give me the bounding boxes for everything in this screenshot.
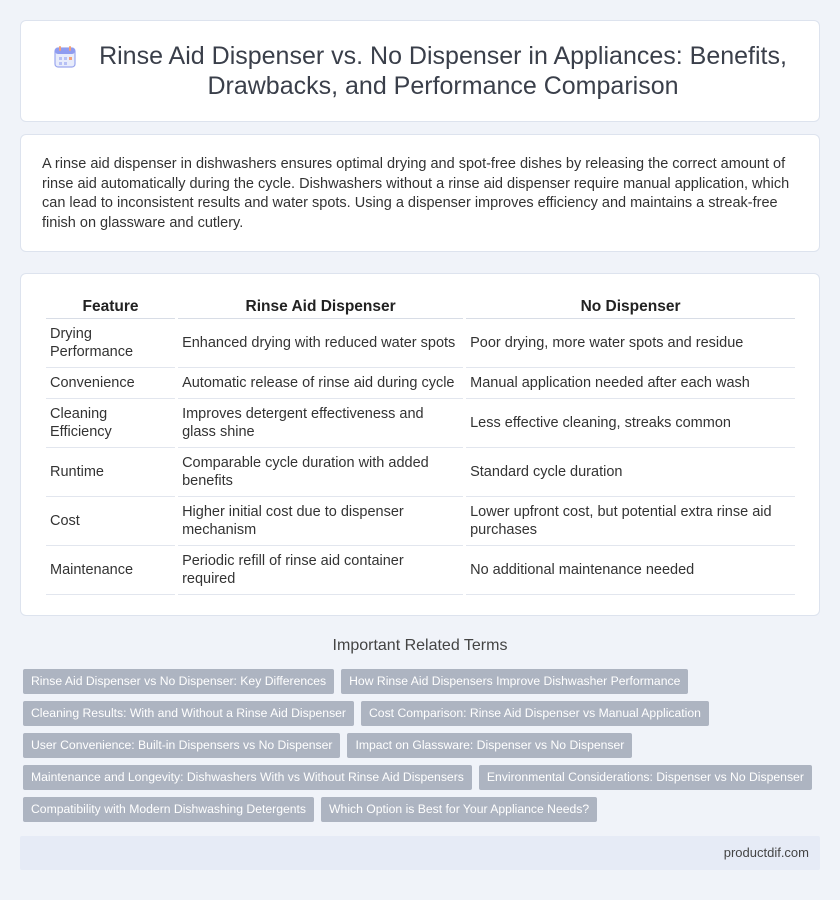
tag-row bbox=[23, 797, 823, 822]
tag-row bbox=[23, 669, 823, 694]
related-terms-list bbox=[23, 669, 823, 829]
related-terms-title: Important Related Terms bbox=[332, 637, 508, 654]
tag-row bbox=[23, 701, 823, 726]
table-row bbox=[46, 546, 795, 595]
related-term-link[interactable]: User Convenience: Built-in Dispensers vs No Dispenser bbox=[23, 733, 340, 758]
comparison-card bbox=[20, 273, 820, 616]
cell-dispenser: Improves detergent effectiveness and glass shine bbox=[178, 399, 463, 448]
site-name[interactable]: productdif.com bbox=[723, 845, 809, 860]
cell-feature: Convenience bbox=[46, 368, 175, 399]
tag-row bbox=[23, 765, 823, 790]
cell-dispenser: Comparable cycle duration with added benefits bbox=[178, 448, 463, 497]
related-term-link[interactable]: Impact on Glassware: Dispenser vs No Dispenser bbox=[347, 733, 632, 758]
cell-dispenser: Periodic refill of rinse aid container required bbox=[178, 546, 463, 595]
related-term-link[interactable]: Cost Comparison: Rinse Aid Dispenser vs Manual Application bbox=[361, 701, 709, 726]
cell-no-dispenser: Poor drying, more water spots and residue bbox=[466, 319, 795, 368]
cell-feature: Maintenance bbox=[46, 546, 175, 595]
related-term-link[interactable]: Rinse Aid Dispenser vs No Dispenser: Key Differences bbox=[23, 669, 334, 694]
calendar-icon bbox=[52, 44, 78, 70]
cell-no-dispenser: Standard cycle duration bbox=[466, 448, 795, 497]
table-row bbox=[46, 319, 795, 368]
related-term-link[interactable]: Which Option is Best for Your Appliance Needs? bbox=[321, 797, 597, 822]
cell-dispenser: Automatic release of rinse aid during cycle bbox=[178, 368, 463, 399]
page-title: Rinse Aid Dispenser vs. No Dispenser in Appliances: Benefits, Drawbacks, and Performance Comparison bbox=[99, 42, 787, 100]
tag-row bbox=[23, 733, 823, 758]
header-card bbox=[20, 20, 820, 122]
table-header-row bbox=[46, 296, 795, 319]
intro-paragraph: A rinse aid dispenser in dishwashers ensures optimal drying and spot-free dishes by releasing the correct amount of rinse aid automatically during the cycle. Dishwashers without a rinse aid dispenser require manual application, which can lead to inconsistent results and water spots. Using a dispenser improves efficiency and maintains a streak-free finish on glassware and cutlery. bbox=[42, 156, 790, 231]
cell-dispenser: Enhanced drying with reduced water spots bbox=[178, 319, 463, 368]
related-term-link[interactable]: Maintenance and Longevity: Dishwashers With vs Without Rinse Aid Dispensers bbox=[23, 765, 472, 790]
related-term-link[interactable]: Compatibility with Modern Dishwashing Detergents bbox=[23, 797, 314, 822]
footer bbox=[20, 836, 820, 870]
comparison-table bbox=[43, 296, 798, 595]
table-row bbox=[46, 497, 795, 546]
table-row bbox=[46, 448, 795, 497]
related-term-link[interactable]: Cleaning Results: With and Without a Rinse Aid Dispenser bbox=[23, 701, 354, 726]
header-no-dispenser: No Dispenser bbox=[466, 296, 795, 319]
cell-feature: Drying Performance bbox=[46, 319, 175, 368]
header-feature: Feature bbox=[46, 296, 175, 319]
cell-no-dispenser: No additional maintenance needed bbox=[466, 546, 795, 595]
cell-feature: Runtime bbox=[46, 448, 175, 497]
title-row bbox=[21, 21, 819, 121]
cell-no-dispenser: Manual application needed after each wash bbox=[466, 368, 795, 399]
intro-card bbox=[20, 134, 820, 252]
header-rinse-aid-dispenser: Rinse Aid Dispenser bbox=[178, 296, 463, 319]
cell-no-dispenser: Lower upfront cost, but potential extra rinse aid purchases bbox=[466, 497, 795, 546]
cell-feature: Cost bbox=[46, 497, 175, 546]
table-row bbox=[46, 399, 795, 448]
related-term-link[interactable]: How Rinse Aid Dispensers Improve Dishwasher Performance bbox=[341, 669, 688, 694]
table-row bbox=[46, 368, 795, 399]
cell-no-dispenser: Less effective cleaning, streaks common bbox=[466, 399, 795, 448]
related-term-link[interactable]: Environmental Considerations: Dispenser vs No Dispenser bbox=[479, 765, 812, 790]
cell-dispenser: Higher initial cost due to dispenser mechanism bbox=[178, 497, 463, 546]
cell-feature: Cleaning Efficiency bbox=[46, 399, 175, 448]
